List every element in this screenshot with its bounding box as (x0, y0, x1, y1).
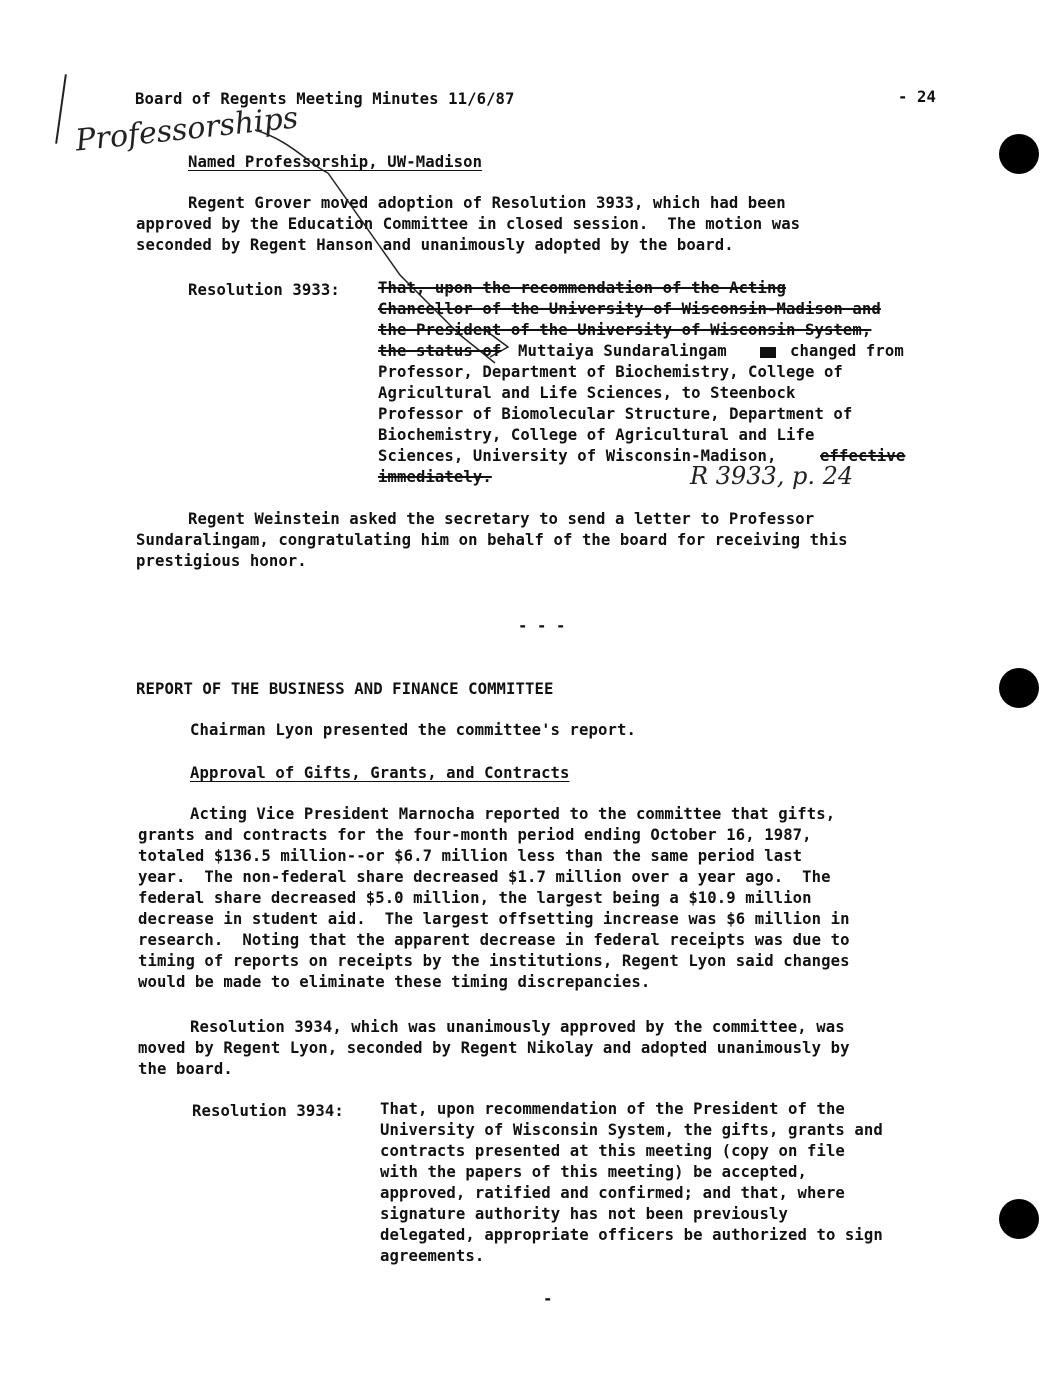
paragraph-line: seconded by Regent Hanson and unanimously adopted by the board. (136, 236, 734, 254)
resolution-line: University of Wisconsin System, the gifts, grants and (380, 1121, 883, 1139)
paragraph-line: year. The non-federal share decreased $1.7 million over a year ago. The (138, 868, 831, 886)
resolution-line: agreements. (380, 1247, 485, 1265)
resolution-line: approved, ratified and confirmed; and that, where (380, 1184, 845, 1202)
resolution-line: contracts presented at this meeting (copy on file (380, 1142, 845, 1160)
resolution-line: Agricultural and Life Sciences, to Steenbock (378, 384, 796, 402)
struck-line: the President of the University of Wisconsin System, (378, 321, 872, 339)
resolution-line: That, upon recommendation of the President of the (380, 1100, 845, 1118)
paragraph-line: research. Noting that the apparent decrease in federal receipts was due to (138, 931, 850, 949)
resolution-3933-label: Resolution 3933: (188, 281, 340, 299)
footer-mark: - (543, 1290, 553, 1308)
struck-word: effective (820, 447, 906, 465)
handwritten-reference: R 3933, p. 24 (690, 462, 854, 490)
resolution-line: delegated, appropriate officers be authorized to sign (380, 1226, 883, 1244)
committee-intro: Chairman Lyon presented the committee's report. (190, 721, 636, 739)
hole-punch-bottom (999, 1199, 1039, 1239)
paragraph-line: prestigious honor. (136, 552, 307, 570)
paragraph-line: would be made to eliminate these timing discrepancies. (138, 973, 651, 991)
resolution-line: signature authority has not been previously (380, 1205, 788, 1223)
hole-punch-middle (999, 668, 1039, 708)
paragraph-line: federal share decreased $5.0 million, the largest being a $10.9 million (138, 889, 812, 907)
resolution-line: Professor of Biomolecular Structure, Department of (378, 405, 853, 423)
paragraph-line: grants and contracts for the four-month period ending October 16, 1987, (138, 826, 812, 844)
struck-line: the status of (378, 342, 502, 360)
section-heading-business-finance: REPORT OF THE BUSINESS AND FINANCE COMMITTEE (136, 680, 554, 698)
margin-handwritten-note: Professorships (73, 100, 300, 159)
paragraph-line: Resolution 3934, which was unanimously approved by the committee, was (190, 1018, 845, 1036)
page-number: - 24 (898, 88, 936, 106)
paragraph-line: Sundaralingam, congratulating him on behalf of the board for receiving this (136, 531, 848, 549)
struck-line: Chancellor of the University of Wisconsin-Madison and (378, 300, 881, 318)
paragraph-line: totaled $136.5 million--or $6.7 million less than the same period last (138, 847, 803, 865)
resolution-line: Professor, Department of Biochemistry, College of (378, 363, 843, 381)
section-heading-named-professorship: Named Professorship, UW-Madison (188, 153, 483, 171)
paragraph-line: moved by Regent Lyon, seconded by Regent Nikolay and adopted unanimously by (138, 1039, 850, 1057)
resolution-line: Biochemistry, College of Agricultural and Life (378, 426, 815, 444)
resolution-name: Muttaiya Sundaralingam (518, 342, 727, 360)
redaction-scribble (760, 347, 776, 358)
paragraph-line: Acting Vice President Marnocha reported to the committee that gifts, (190, 805, 836, 823)
paragraph-line: the board. (138, 1060, 233, 1078)
paragraph-line: Regent Weinstein asked the secretary to send a letter to Professor (188, 510, 815, 528)
paragraph-line: timing of reports on receipts by the institutions, Regent Lyon said changes (138, 952, 850, 970)
section-separator: - - - (518, 617, 566, 635)
resolution-3934-label: Resolution 3934: (192, 1102, 344, 1120)
resolution-line: changed from (790, 342, 904, 360)
margin-tick-mark (55, 74, 67, 144)
resolution-line: Sciences, University of Wisconsin-Madison, (378, 447, 777, 465)
document-title: Board of Regents Meeting Minutes 11/6/87 (135, 90, 515, 108)
subheading-gifts-grants: Approval of Gifts, Grants, and Contracts (190, 764, 570, 782)
struck-word: immediately. (378, 468, 492, 486)
struck-line: That, upon the recommendation of the Acting (378, 279, 786, 297)
hole-punch-top (999, 134, 1039, 174)
resolution-line: with the papers of this meeting) be accepted, (380, 1163, 807, 1181)
paragraph-line: Regent Grover moved adoption of Resolution 3933, which had been (188, 194, 786, 212)
paragraph-line: approved by the Education Committee in closed session. The motion was (136, 215, 801, 233)
paragraph-line: decrease in student aid. The largest offsetting increase was $6 million in (138, 910, 850, 928)
